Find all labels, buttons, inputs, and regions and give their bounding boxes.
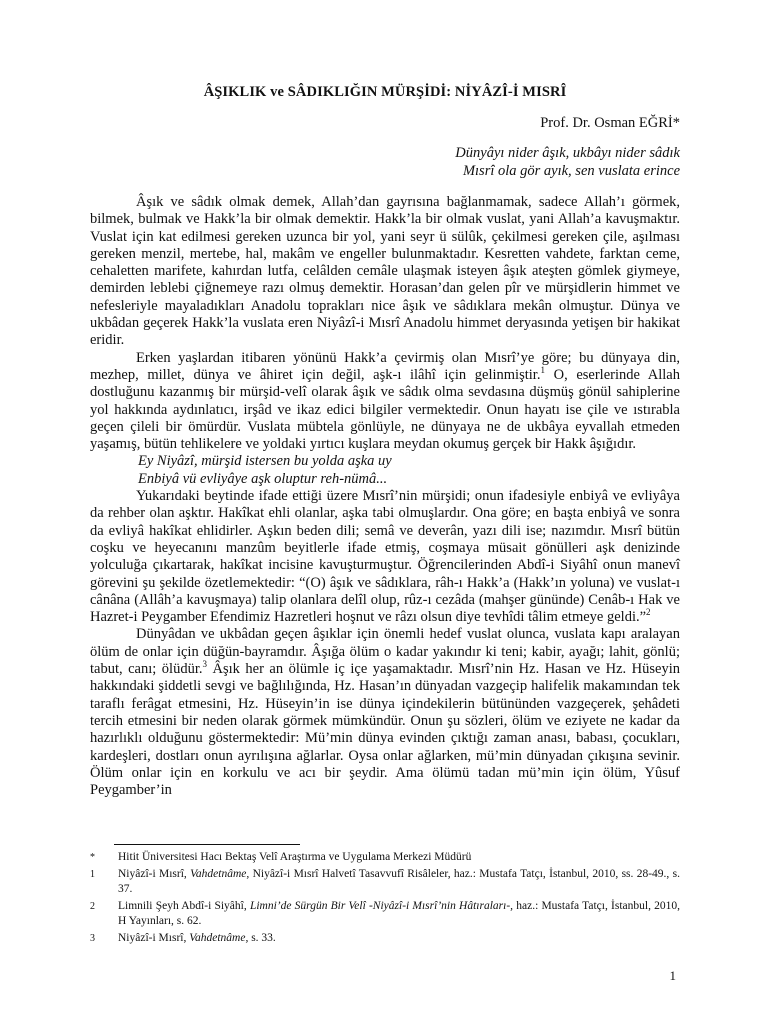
epigraph xyxy=(90,144,680,180)
footnote-ref: 2 xyxy=(646,607,651,618)
page-number: 1 xyxy=(669,968,676,983)
footnote-part: Niyâzî-i Mısrî, xyxy=(118,868,191,880)
footnote-work-title: Vahdetnâme, xyxy=(189,932,249,944)
paragraph-text: Yukarıdaki beytinde ifade ettiği üzere Mısrî’nin mürşidi; onun ifadesiyle enbiyâ ve evliyâya da rehber olan aşktır. Hakîkat ehli olanlar, aşka tabi olmuşlardır. Ona göre; en başta enbiyâ ve sonra da evliyâ hakîkat ehlidirler. Aşkın beden dili; semâ ve deverân, yazı dili ise; nazımdır. Mısrî bütün coşku ve heyecanını manzûm beyitlerle ifade etmiş, coşmaya müsait gönülleri aşk denizinde yolculuğa çıkartarak, hakîkat incisine kavuşturmuştur. Öğrencilerinden Abdî-i Siyâhî onun manevî görevini şu şekilde özetlemektedir: “(O) âşık ve sâdıklara, râh-ı Hakk’a (Hakk’ın yoluna) ve vuslat-ı cânâna (Allâh’a kavuşmaya) talip olanlara delîl olup, rûz-ı cezâda (mahşer gününde) Cenâb-ı Hak ve Hazret-i Peygamber Efendimiz Hazretleri hoşnut ve râzı olsun diye tevhîdi tâlim etmeye geldi.” xyxy=(90,488,680,626)
paragraph-text: Erken yaşlardan itibaren yönünü Hakk’a çevirmiş olan Mısrî’ye göre; bu dünyaya din, mezhep, millet, dünya ve âhiret için değil, aşk-ı ilâhî için gelinmiştir. xyxy=(90,349,680,383)
footnote-part: Niyâzî-i Mısrî, xyxy=(118,932,190,944)
footnotes xyxy=(90,850,680,948)
body-paragraph xyxy=(90,350,680,454)
paragraph-text: Dünyâdan ve ukbâdan geçen âşıklar için önemli hedef vuslat olunca, vuslata kapı aralayan ölüm de onlar için düğün-bayramdır. Âşığa ölüm o kadar yakındır ki teni; kabir, ayağı; lahit, gönlü; tabut, canı; ölüdür. xyxy=(90,626,680,678)
footnote-ref: 3 xyxy=(202,659,207,670)
footnote-text xyxy=(118,931,680,946)
footnote xyxy=(90,931,680,946)
author-name: Prof. Dr. Osman EĞRİ* xyxy=(540,115,680,131)
epigraph-line: Dünyâyı nider âşık, ukbâyı nider sâdık xyxy=(455,145,680,161)
page-body xyxy=(90,84,680,799)
footnote-text: Hitit Üniversitesi Hacı Bektaş Velî Araştırma ve Uygulama Merkezi Müdürü xyxy=(118,851,472,863)
footnote-part: Limnili Şeyh Abdî-i Siyâhî, xyxy=(118,900,250,912)
article-title: ÂŞIKLIK ve SÂDIKLIĞIN MÜRŞİDİ: NİYÂZÎ-İ MISRÎ xyxy=(203,84,567,100)
body-paragraph xyxy=(90,626,680,799)
footnote xyxy=(90,850,680,865)
footnote xyxy=(90,867,680,897)
footnote-work-title: Vahdetnâme, xyxy=(190,868,250,880)
paragraph-text: Âşık her an ölümle iç içe yaşamaktadır. Mısrî’nin Hz. Hasan ve Hz. Hüseyin hakkındaki şiddetli sevgi ve bağlılığında, Hz. Hasan’ın dünyadan vazgeçip halifelik makamından tek taraflı ferâgat etmesini, Hz. Hüseyin’in ise dünya içindekilerin bütününden vazgeçerek, şehâdeti tercih etmesini bir neden olarak görmek mümkündür. Onun şu sözleri, ölüm ve eziyete ne kadar da hazırlıklı olduğunu göstermektedir: Mü’min dünya evinden çıktığı zaman anası, babası, çocukları, kardeşleri, dostları onun ayrılışına ağlarlar. Oysa onlar ağlarken, mü’min dünyadan çıkışına sevinir. Ölüm onlar için en korkulu ve acı bir şeydir. Ama ölümü tadan mü’min için ölüm, Yûsuf Peygamber’in xyxy=(90,661,681,799)
footnote-text xyxy=(118,867,680,897)
footnote-mark: 1 xyxy=(90,869,95,880)
verse-line: Enbiyâ vü evliyâye aşk oluptur reh-nümâ... xyxy=(138,470,388,487)
footnote-part: Niyâzî-i Mısrî Halvetî Tasavvufî Risâleler, haz.: Mustafa Tatçı, İstanbul, 2010, ss. 28-49., s. 37. xyxy=(118,868,680,895)
footnote xyxy=(90,899,680,929)
footnote-part: haz.: Mustafa Tatçı, İstanbul, 2010, H Yayınları, s. 62. xyxy=(118,900,681,927)
footnote-work-title: Limni’de Sürgün Bir Velî -Niyâzî-i Mısrî’nin Hâtıraları-, xyxy=(249,900,514,912)
verse-line: Ey Niyâzî, mürşid istersen bu yolda aşka uy xyxy=(138,453,392,470)
footnote-mark: 2 xyxy=(90,901,95,912)
footnote-text xyxy=(118,899,680,929)
paragraph-text: O, eserlerinde Allah dostluğunu kazanmış bir mürşid-velî olarak âşık ve sâdık olma sevdasına düşmüş gönül sahiplerine yol hakkında aydınlatıcı, irşâd ve ikaz edici bilgiler vermektedir. Onun hayatı ise çile ve ıstırabla geçen çileli bir ömürdür. Vuslata mübtela gönlüyle, ne dünyaya ne de ukbâya eyvallah etmeden yaşamış, bütün tehlikelere ve yoldaki yırtıcı kuşlara meydan okumuş gerçek bir Hakk âşığıdır. xyxy=(90,366,680,453)
footnote-mark: 3 xyxy=(90,933,95,944)
body-paragraph xyxy=(90,488,680,626)
epigraph-line: Mısrî ola gör ayık, sen vuslata erince xyxy=(462,163,680,179)
body-paragraph: Âşık ve sâdık olmak demek, Allah’dan gayrısına bağlanmamak, sadece Allah’ı görmek, bilmek, bulmak ve Hakk’la bir olmak demektir. Hakk’la bir olmak vuslat, yani Allah’a kavuşmaktır. Vuslat için kat edilmesi gereken uzunca bir yol, yani seyr ü sülûk, çekilmesi gereken çile, aşılması gereken menzil, mertebe, hal, makâm ve engeller bulunmaktadır. Kesretten vahdete, farktan ceme, cehaletten marifete, kahırdan lutfa, celâlden cemâle ulaşmak isteyen âşık ateşten gömlek giymeye, demirden leblebi çiğnemeye razı olmuş demektir. Horasan’dan gelen pîr ve mürşidlerin himmet ve nefesleriyle mayaladıkları Anadolu toprakları nice âşık ve sâdıklara mekân olmuştur. Dünya ve ukbâdan geçerek Hakk’la vuslata eren Niyâzî-i Mısrî Anadolu himmet deryasında yetişen bir hakikat eridir. xyxy=(90,194,680,349)
footnote-part: s. 33. xyxy=(248,932,276,944)
footnote-separator xyxy=(114,844,300,845)
footnote-mark: * xyxy=(90,852,95,863)
footnote-ref: 1 xyxy=(540,365,545,376)
